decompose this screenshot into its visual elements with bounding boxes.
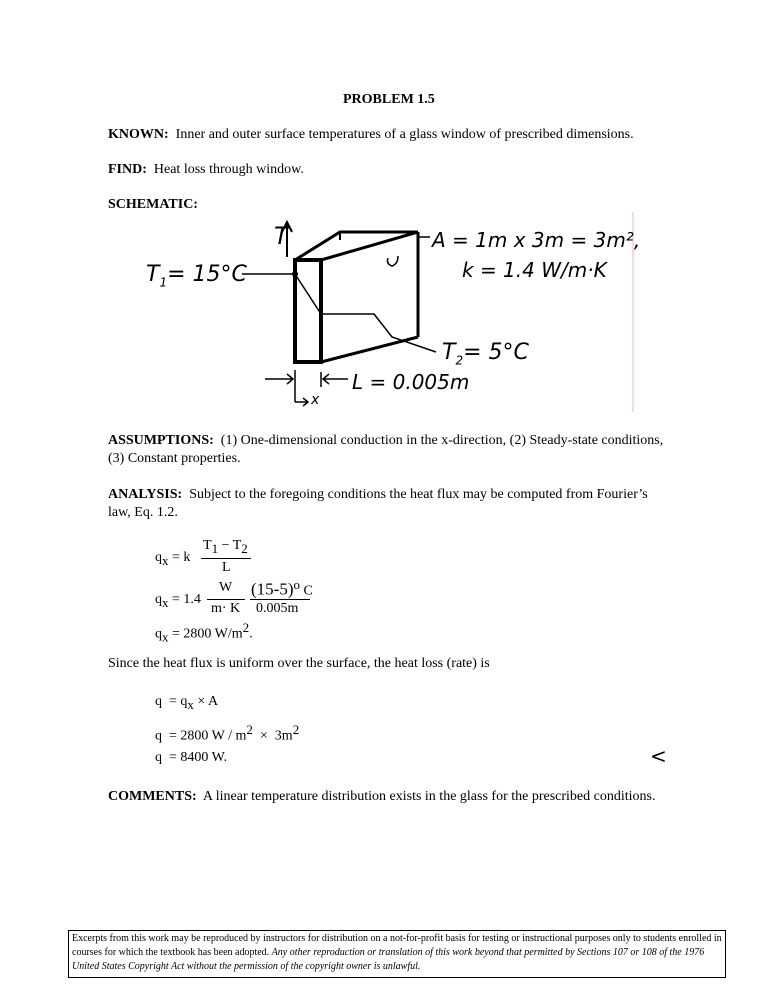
temp-denominator: 0.005m [256, 601, 299, 616]
times-area: × A [197, 694, 219, 709]
assumptions-text: (1) One-dimensional conduction in the x-direction, (2) Steady-state conditions, (3) Constant properties. [108, 433, 664, 466]
temp-numerator [251, 577, 313, 600]
heat-loss-value: = 8400 W. [169, 750, 228, 765]
known-section [108, 127, 634, 143]
loss-equation-3 [155, 750, 227, 766]
t2-subscript: 2 [455, 353, 464, 368]
q-symbol: q [155, 750, 162, 765]
fraction-denominator: L [222, 560, 231, 575]
flux-units: = 2800 W / m [169, 728, 247, 744]
footer-plain: Excerpts from this work may be reproduced by instructors for distribution on a not-for-profit basis for testing or instructional purposes only to students enrolled in courses for which the textbook has been adopted. [72, 933, 722, 958]
loss-equation-1: $q = q_x \times A$ [155, 694, 219, 712]
analysis-label: ANALYSIS: [108, 487, 183, 502]
area-label: A = 1m x 3m = 3m², [432, 228, 641, 252]
unit-denominator: m· K [211, 601, 241, 616]
conductivity-label: k = 1.4 W/m·K [462, 258, 607, 282]
equation-rhs: = k [172, 550, 191, 565]
t2-symbol: T [442, 340, 456, 365]
flux-equation-2-lhs: $q_x = 1.4$ [155, 592, 201, 610]
equals-q: = q [169, 694, 188, 709]
degree-mark: o [293, 577, 300, 592]
answer-marker: < [650, 744, 667, 768]
flux-result: $q_x = 2800$ $W/m^2$. [155, 620, 253, 645]
t-axis-label: T [274, 222, 289, 250]
temp-fraction-bar [250, 599, 310, 600]
squared-sup-2: 2 [292, 722, 300, 737]
q-symbol: q [155, 550, 162, 565]
equation-rhs: = 1.4 [172, 592, 201, 607]
t1-value: = 15°C [167, 262, 247, 287]
times-sign: × [259, 728, 268, 744]
t2-label [442, 340, 529, 367]
fraction-bar [201, 558, 251, 559]
t1-label [146, 262, 247, 289]
subscript-2: 2 [241, 540, 248, 556]
squared-sup: 2 [242, 620, 250, 635]
find-label: FIND: [108, 162, 147, 177]
area-value: 3m [274, 728, 293, 744]
squared-sup: 2 [246, 722, 253, 737]
q-symbol: q [155, 728, 162, 744]
thickness-label: L = 0.005m [352, 370, 470, 394]
fraction-numerator [203, 538, 248, 557]
find-section [108, 162, 304, 178]
t-symbol: T [203, 538, 212, 553]
assumptions-label: ASSUMPTIONS: [108, 433, 214, 448]
temp-difference: (15-5) [251, 579, 294, 599]
q-symbol: q [155, 694, 162, 709]
t1-subscript: 1 [159, 275, 168, 290]
assumptions-section [108, 432, 668, 468]
unit-fraction-bar [207, 599, 245, 600]
loss-equation-2 [155, 722, 299, 745]
since-text: Since the heat flux is uniform over the surface, the heat loss (rate) is [108, 656, 490, 671]
unit-numerator: W [219, 580, 233, 595]
flux-value: = 2800 W/m [172, 626, 243, 642]
subscript-1: 1 [211, 540, 219, 556]
celsius-unit: C [299, 583, 313, 599]
analysis-text: Subject to the foregoing conditions the heat flux may be computed from Fourier’s law, Eq. 1.2. [108, 487, 648, 520]
period: . [249, 626, 253, 642]
comments-text: A linear temperature distribution exists in the glass for the prescribed conditions. [202, 789, 656, 804]
x-axis-label: x [311, 392, 320, 408]
t1-symbol: T [146, 262, 160, 287]
minus-t: − T [218, 538, 242, 553]
flux-equation-lhs: $q_x = k$ [155, 550, 191, 568]
comments-section [108, 788, 668, 806]
q-symbol: q [155, 626, 162, 642]
find-text: Heat loss through window. [153, 162, 304, 177]
schematic-label: SCHEMATIC: [108, 197, 198, 212]
known-label: KNOWN: [108, 127, 169, 142]
known-text: Inner and outer surface temperatures of a glass window of prescribed dimensions. [175, 127, 634, 142]
analysis-section [108, 486, 668, 522]
problem-title: PROBLEM 1.5 [343, 92, 435, 107]
footer-italic: Any other reproduction or translation of this work beyond that permitted by Sections 107 or 108 of the 1976 United States Copyright Act without the permission of the copyright owner is unlawful. [72, 947, 705, 972]
q-symbol: q [155, 592, 162, 607]
copyright-footer [68, 930, 726, 978]
comments-label: COMMENTS: [108, 789, 197, 804]
t2-value: = 5°C [463, 340, 529, 365]
